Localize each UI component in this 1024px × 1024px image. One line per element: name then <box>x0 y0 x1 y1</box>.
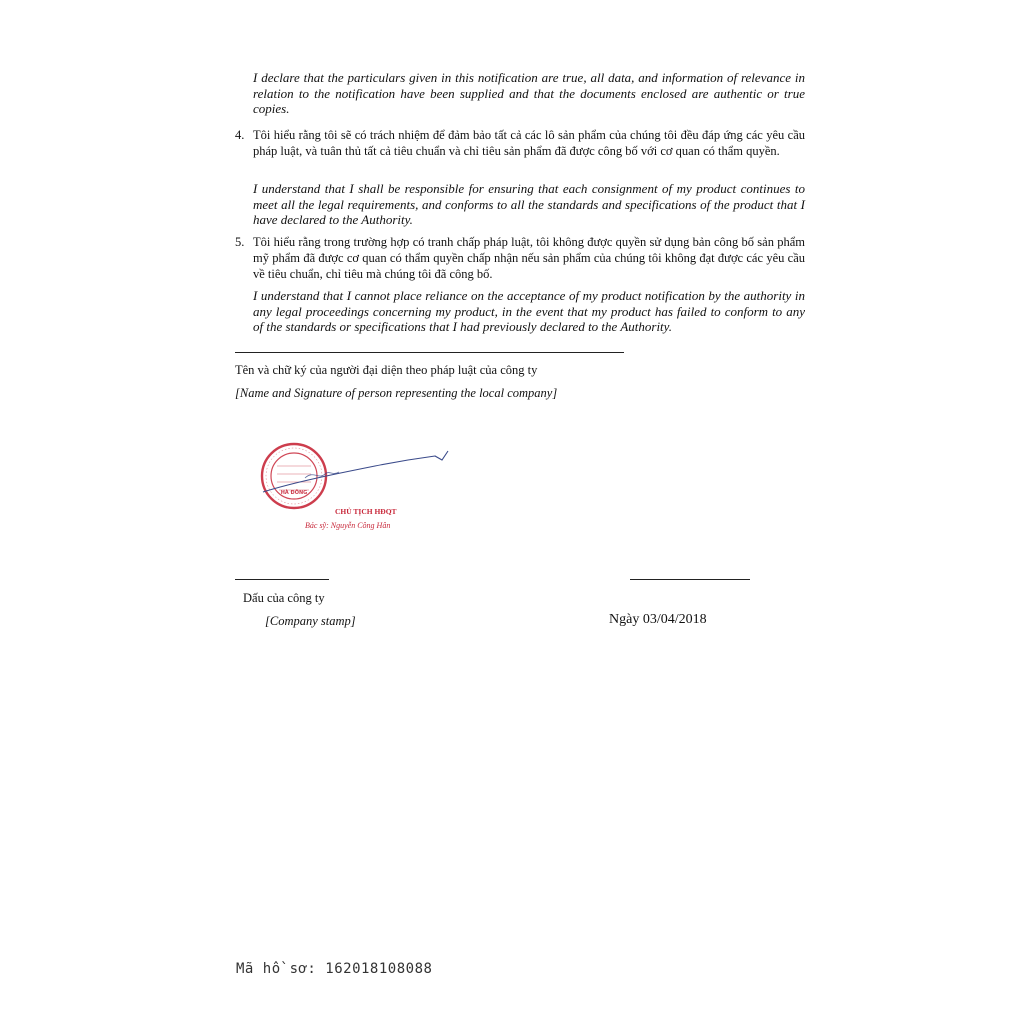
signing-date: Ngày 03/04/2018 <box>609 612 707 627</box>
item-4-english: I understand that I shall be responsible for ensuring that each consignment of my product continues to meet all the legal requirements, and conforms to all the standards and specifications of the product that I have declared to the Authority. <box>253 181 805 227</box>
declaration-3-english: I declare that the particulars given in this notification are true, all data, and information of relevance in relation to the notification have been supplied and that the documents enclosed are authentic or true copies. <box>253 70 805 116</box>
item-4-vietnamese: Tôi hiểu rằng tôi sẽ có trách nhiệm để đảm bảo tất cả các lô sản phẩm của chúng tôi đều đáp ứng các yêu cầu pháp luật, và tuân thủ tất cả tiêu chuẩn và chỉ tiêu sản phẩm đã được công bố với cơ quan có thẩm quyền. <box>253 128 805 158</box>
item-5-number: 5. <box>235 235 245 249</box>
item-5-english: I understand that I cannot place reliance on the acceptance of my product notification by the authority in any legal proceedings concerning my product, in the event that my product has failed to conform to any of the standards or specifications that I had previously declared to the Authority. <box>253 288 805 334</box>
company-stamp-label-english: [Company stamp] <box>265 614 356 628</box>
item-4-number: 4. <box>235 128 245 142</box>
signature-label-english: [Name and Signature of person representing the local company] <box>235 386 558 400</box>
item-5-vietnamese: Tôi hiểu rằng trong trường hợp có tranh chấp pháp luật, tôi không được quyền sử dụng bản công bố sản phẩm mỹ phẩm đã được cơ quan có thẩm quyền chấp nhận nếu sản phẩm của chúng tôi không đạt được các yêu cầu về tiêu chuẩn, chỉ tiêu mà chúng tôi đã công bố. <box>253 235 805 281</box>
svg-text:HÀ ĐÔNG: HÀ ĐÔNG <box>280 490 308 496</box>
signature-stroke <box>263 451 448 492</box>
company-seal-stamp <box>262 444 326 508</box>
company-seal-and-signature <box>255 430 465 540</box>
chairman-name: Bác sỹ: Nguyễn Công Hân <box>305 521 391 530</box>
chairman-title: CHỦ TỊCH HĐQT <box>335 507 397 516</box>
signature-line <box>235 352 624 353</box>
date-line <box>630 579 750 580</box>
file-code: Mã hồ sơ: 162018108088 <box>236 961 433 977</box>
stamp-line <box>235 579 329 580</box>
signature-label-vietnamese: Tên và chữ ký của người đại diện theo pháp luật của công ty <box>235 363 538 377</box>
company-stamp-label-vietnamese: Dấu của công ty <box>243 591 325 605</box>
